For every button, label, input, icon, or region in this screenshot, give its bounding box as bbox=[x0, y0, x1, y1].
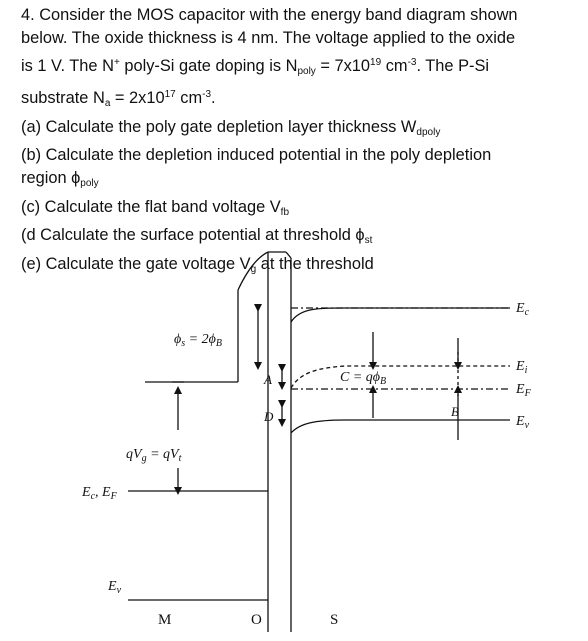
label-ef: $E_F$ bbox=[516, 382, 531, 399]
label-phi-s: $\phi_s = 2\phi_B$ bbox=[174, 332, 222, 349]
label-metal-ev: $E_v$ bbox=[108, 579, 122, 596]
label-ec: $E_c$ bbox=[516, 301, 530, 318]
label-qvg: $qV_g = qV_t$ bbox=[126, 447, 182, 464]
problem-line-3: is 1 V. The N+ poly-Si gate doping is $N_{poly} = 7x10^{19}$ $cm^{-3}$. The P-Si bbox=[21, 56, 490, 77]
label-ev: $E_v$ bbox=[516, 414, 530, 431]
gate-ec-band bbox=[238, 252, 268, 290]
region-label-s: S bbox=[330, 612, 339, 628]
semiconductor-ec bbox=[291, 308, 510, 322]
question-c: (c) Calculate the flat band voltage $V_{fb}$ bbox=[21, 197, 290, 218]
question-b-cont: region $\phi_{poly}$ bbox=[21, 169, 99, 190]
semiconductor-ev bbox=[291, 420, 510, 433]
oxide-top-slope bbox=[286, 252, 291, 258]
semiconductor-ei bbox=[291, 366, 510, 388]
question-b: (b) Calculate the depletion induced potential in the poly depletion bbox=[21, 146, 492, 165]
label-d: D bbox=[264, 409, 274, 424]
question-e: (e) Calculate the gate voltage $V_g$ at the threshold bbox=[21, 254, 374, 275]
label-c-eq: $C = q\phi_B$ bbox=[340, 370, 387, 387]
label-metal-ec-ef: $E_c$, $E_F$ bbox=[82, 485, 117, 502]
region-label-m: M bbox=[158, 612, 172, 628]
problem-line-4: substrate $N_a = 2x10^{17}$ $cm^{-3}$. bbox=[21, 89, 216, 110]
label-b: B bbox=[451, 404, 459, 419]
question-d: (d Calculate the surface potential at threshold $\phi_{st}$ bbox=[21, 226, 373, 247]
question-a: (a) Calculate the poly gate depletion layer thickness $W_{dpoly}$ bbox=[21, 117, 441, 138]
label-a: A bbox=[264, 372, 272, 387]
band-diagram bbox=[0, 240, 588, 641]
region-label-o: O bbox=[251, 612, 262, 628]
problem-line-2: below. The oxide thickness is 4 nm. The voltage applied to the oxide bbox=[21, 29, 516, 48]
problem-line-1: 4. Consider the MOS capacitor with the energy band diagram shown bbox=[21, 6, 518, 24]
label-ei: $E_i$ bbox=[516, 359, 528, 376]
